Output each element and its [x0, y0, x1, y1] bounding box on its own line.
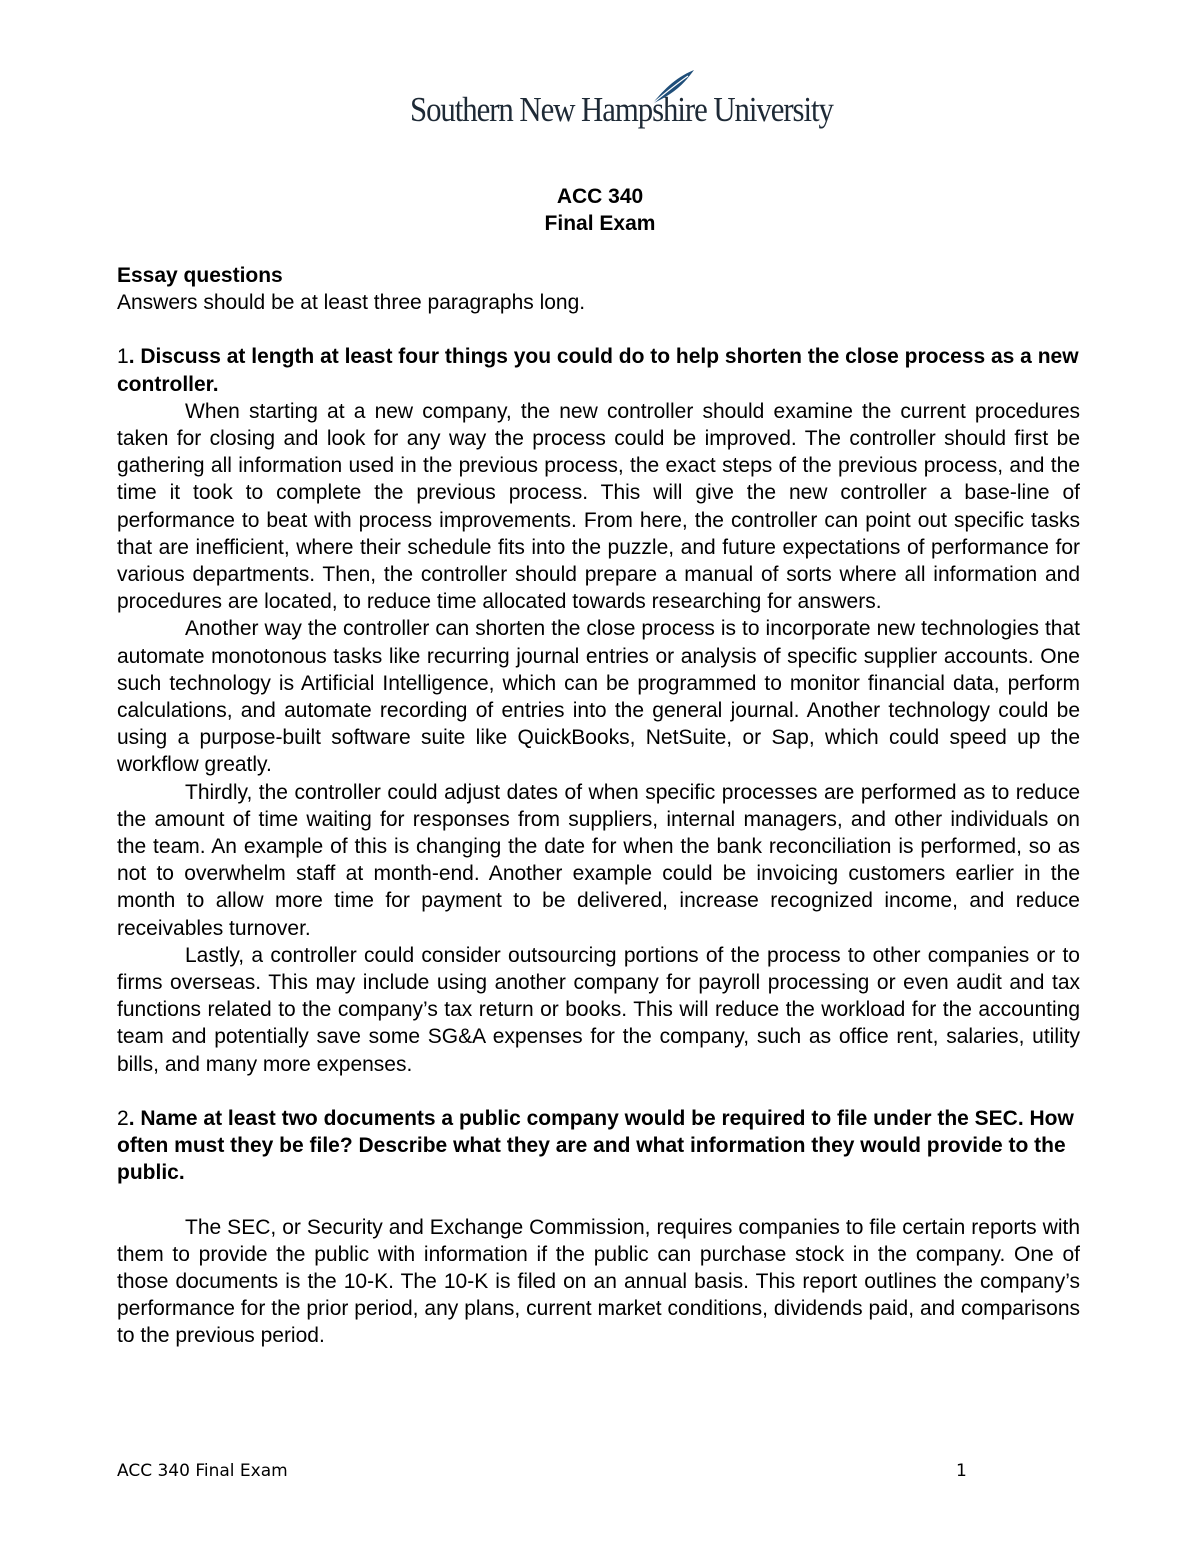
question-2 — [117, 1105, 1080, 1187]
answer-paragraph: When starting at a new company, the new controller should examine the current procedures taken for closing and look for any way the process could be improved. The controller should first be gathering all information used in the previous process, the exact steps of the previous process, and the time it took to complete the previous process. This will give the new controller a base-line of performance to beat with process improvements. From here, the controller can point out specific tasks that are inefficient, where their schedule fits into the puzzle, and future expectations of performance for various departments. Then, the controller should prepare a manual of sorts where all information and procedures are located, to reduce time allocated towards researching for answers. — [117, 399, 1080, 614]
answer-paragraph: The SEC, or Security and Exchange Commission, requires companies to file certain reports with them to provide the public with information if the public can purchase stock in the company. One of those documents is the 10-K. The 10-K is filed on an annual basis. This report outlines the company’s performance for the prior period, any plans, current market conditions, dividends paid, and comparisons to the previous period. — [117, 1215, 1080, 1348]
question-number: 2 — [117, 1106, 129, 1130]
question-number: 1 — [117, 345, 129, 369]
exam-title: Final Exam — [544, 212, 656, 235]
answer-paragraph: Lastly, a controller could consider outsourcing portions of the process to other companies or to firms overseas. This may include using another company for payroll processing or even audit and tax functions related to the company’s tax return or books. This will reduce the workload for the accounting team and potentially save some SG&A expenses for the company, such as office rent, salaries, utility bills, and many more expenses. — [117, 943, 1080, 1076]
page-number: 1 — [956, 1461, 967, 1481]
section-heading: Essay questions — [117, 264, 283, 287]
logo-text: Southern New Hampshire University — [410, 90, 833, 129]
question-1 — [117, 343, 1080, 397]
feather-icon — [648, 68, 698, 108]
answer-paragraph: Another way the controller can shorten the close process is to incorporate new technologies that automate monotonous tasks like recurring journal entries or analysis of specific supplier accounts. One such technology is Artificial Intelligence, which can be programmed to monitor financial data, perform calculations, and automate recording of entries into the general journal. Another technology could be using a purpose-built software suite like QuickBooks, NetSuite, or Sap, which could speed up the workflow greatly. — [117, 617, 1080, 777]
section-instructions: Answers should be at least three paragraphs long. — [117, 291, 586, 315]
answer-paragraph: Thirdly, the controller could adjust dates of when specific processes are performed as to reduce the amount of time waiting for responses from suppliers, internal managers, and other individuals on the team. An example of this is changing the date for when the bank reconciliation is performed, so as not to overwhelm staff at month-end. Another example could be invoicing customers earlier in the month to allow more time for payment to be delivered, increase recognized income, and reduce receivables turnover. — [117, 780, 1080, 940]
course-title: ACC 340 — [556, 185, 644, 208]
exam-content — [117, 262, 1080, 1350]
question-text: . Name at least two documents a public company would be required to file under the SEC. How often must they be file? Describe what they are and what information they would provide to the public. — [117, 1106, 1074, 1185]
university-logo — [410, 68, 833, 132]
question-text: . Discuss at length at least four things you could do to help shorten the close process as a new controller. — [117, 345, 1079, 396]
footer-title: ACC 340 Final Exam — [117, 1461, 288, 1481]
